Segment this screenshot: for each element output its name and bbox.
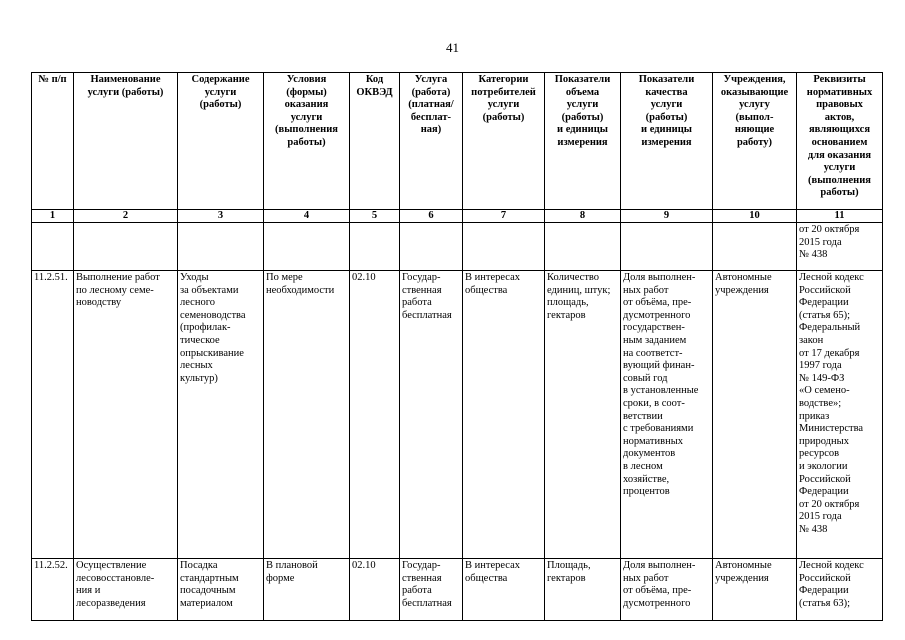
column-number: 4 xyxy=(264,210,350,223)
header-paid: Услуга (работа) (платная/ бесплат- ная) xyxy=(400,73,463,210)
table-cell xyxy=(178,223,264,271)
column-number: 10 xyxy=(713,210,797,223)
table-cell xyxy=(545,223,621,271)
table-cell xyxy=(621,223,713,271)
header-row xyxy=(32,73,883,210)
header-name: Наименование услуги (работы) xyxy=(74,73,178,210)
acts-cell: Лесной кодекс Российской Федерации (статья 63); xyxy=(797,559,883,621)
column-number: 5 xyxy=(350,210,400,223)
page-number: 41 xyxy=(446,40,459,55)
header-volume: Показатели объема услуги (работы) и единицы измерения xyxy=(545,73,621,210)
column-number: 3 xyxy=(178,210,264,223)
institutions-cell: Автономные учреждения xyxy=(713,559,797,621)
continuation-row xyxy=(32,223,883,271)
paid-cell: Государ- ственная работа бесплатная xyxy=(400,559,463,621)
quality-cell: Доля выполнен- ных работ от объёма, пре- дусмотренного xyxy=(621,559,713,621)
table-cell xyxy=(713,223,797,271)
okved-cell: 02.10 xyxy=(350,271,400,559)
consumers-cell: В интересах общества xyxy=(463,271,545,559)
volume-cell: Количество единиц, штук; площадь, гектаров xyxy=(545,271,621,559)
column-number: 6 xyxy=(400,210,463,223)
row-number: 11.2.51. xyxy=(32,271,74,559)
header-institutions: Учреждения, оказывающие услугу (выпол- няющие работу) xyxy=(713,73,797,210)
table-cell xyxy=(463,223,545,271)
row-number: 11.2.52. xyxy=(32,559,74,621)
consumers-cell: В интересах общества xyxy=(463,559,545,621)
header-consumers: Категории потребителей услуги (работы) xyxy=(463,73,545,210)
acts-cell: от 20 октября 2015 года № 438 xyxy=(797,223,883,271)
service-name-cell: Выполнение работ по лесному семе- новодству xyxy=(74,271,178,559)
table-cell xyxy=(32,223,74,271)
table-cell xyxy=(264,223,350,271)
okved-cell: 02.10 xyxy=(350,559,400,621)
header-conditions: Условия (формы) оказания услуги (выполнения работы) xyxy=(264,73,350,210)
column-number: 9 xyxy=(621,210,713,223)
quality-cell: Доля выполнен- ных работ от объёма, пре- дусмотренного государствен- ным заданием на соответст- вующий финан- совый год в установленные сроки, в соот- ветствии с требованиями нормативных документов в лесном хозяйстве, процентов xyxy=(621,271,713,559)
column-number: 11 xyxy=(797,210,883,223)
paid-cell: Государ- ственная работа бесплатная xyxy=(400,271,463,559)
volume-cell: Площадь, гектаров xyxy=(545,559,621,621)
conditions-cell: В плановой форме xyxy=(264,559,350,621)
header-content: Содержание услуги (работы) xyxy=(178,73,264,210)
table-row xyxy=(32,559,883,621)
table-cell xyxy=(74,223,178,271)
column-number: 2 xyxy=(74,210,178,223)
service-name-cell: Осуществление лесовосстановле- ния и лесоразведения xyxy=(74,559,178,621)
column-number: 1 xyxy=(32,210,74,223)
table-cell xyxy=(350,223,400,271)
column-number: 7 xyxy=(463,210,545,223)
header-acts: Реквизиты нормативных правовых актов, являющихся основанием для оказания услуги (выполнения работы) xyxy=(797,73,883,210)
table-cell xyxy=(400,223,463,271)
content-cell: Уходы за объектами лесного семеноводства (профилак- тическое опрыскивание лесных культур) xyxy=(178,271,264,559)
column-number-row xyxy=(32,210,883,223)
table-row xyxy=(32,271,883,559)
conditions-cell: По мере необходимости xyxy=(264,271,350,559)
registry-table xyxy=(31,72,883,621)
column-number: 8 xyxy=(545,210,621,223)
acts-cell: Лесной кодекс Российской Федерации (статья 65); Федеральный закон от 17 декабря 1997 года № 149-ФЗ «О семено- водстве»; приказ Министерства природных ресурсов и экологии Российской Федерации от 20 октября 2015 года № 438 xyxy=(797,271,883,559)
header-num: № п/п xyxy=(32,73,74,210)
header-quality: Показатели качества услуги (работы) и единицы измерения xyxy=(621,73,713,210)
content-cell: Посадка стандартным посадочным материалом xyxy=(178,559,264,621)
header-okved: Код ОКВЭД xyxy=(350,73,400,210)
institutions-cell: Автономные учреждения xyxy=(713,271,797,559)
